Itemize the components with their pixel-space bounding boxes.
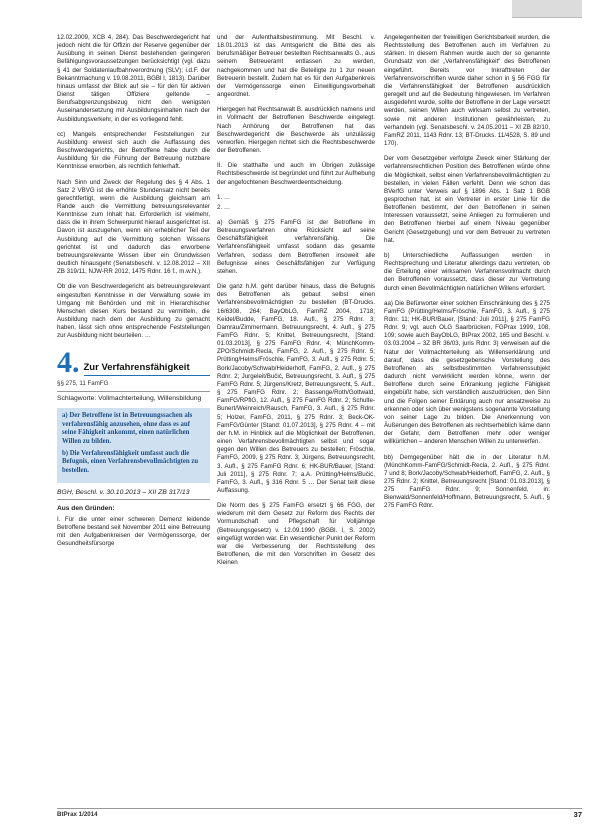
headnote-box — [57, 408, 210, 483]
section-heading — [57, 346, 210, 380]
subheading: Aus den Gründen: — [57, 505, 115, 513]
paragraph: I. Für die unter einer schweren Demenz leidende Betroffene bestand seit November 2011 eine Betreuung mit den Aufgabenkreisen der Vermögenssorge, der Gesundheitsfürsorge — [57, 515, 210, 548]
section-reference: §§ 275, 11 FamFG — [57, 380, 210, 391]
page-footer — [57, 808, 582, 818]
paragraph: aa) Die Befürworter einer solchen Einschränkung des § 275 FamFG (Prütting/Helms/Fröschle, FamFG, 3. Aufl., § 275 Rdnr. 11; HK-BUR/Bauer, [Stand: Juli 2011], § 275 FamFG Rdnr. 9; vgl. auch OLG Saarbrücken, FGPrax 1999, 108, 109; sowie auch BayObLG, BtPrax 2002, 165 und Beschl. v. 03.03.2004 – 3Z BR 36/03, juris Rdnr. 3) verweisen auf die Natur der Vollmachterteilung als Willenserklärung und darauf, dass die gesetzgeberische Vorstellung des Betroffenen als selbstbestimmten Verfahrenssubjekt dadurch nicht verwirklicht werden könne, wenn der Betroffene durch seine Erkrankung jegliche Fähigkeit eingebüßt habe, sich verständlich auszudrücken, den Sinn und die Folgen seiner Erklärung auch nur ansatzweise zu erkennen oder sich über wenigstens sogenannte Vorstellung von seiner Lage zu bilden. Die Anerkennung von Äußerungen des Betroffenen als rechtserheblich käme dann der Gefahr, dem Betroffenen mehr oder weniger willkürlichen – anderen Menschen Willen zu unterwerfen. — [384, 299, 550, 446]
paragraph: Ob die von Beschwerdegericht als betreuungsrelevant eingestuften Kenntnisse in der Verwaltung sowie im Umgang mit Behörden und mit in Hierarchischer Menschen diesen Kurs bestand zu vermitteln, die Ausbildung nach dem der Ausbildung zu gemacht haben, lässt sich ohne entsprechende Feststellungen zur Ausbildung nicht beurteilen. … — [57, 283, 210, 340]
paragraph: b) Unterschiedliche Auffassungen werden in Rechtsprechung und Literatur allerdings dazu vertreten, ob die Erteilung einer wirksamen Verfahrensvollmacht durch den Betroffenen voraussetzt, dass dieser zur Vertretung durch einen Bevollmächtigten natürlichen Willens erfordert. — [384, 251, 550, 292]
headnote-b: b) Die Verfahrensfähigkeit umfasst auch die Befugnis, einen Verfahrensbevollmächtigten zu bestellen. — [62, 450, 199, 474]
paragraph: 1. … — [217, 193, 231, 201]
paragraph: Der vom Gesetzgeber verfolgte Zweck einer Stärkung der verfahrensrechtlichen Position des Betroffenen würde ohne die Möglichkeit, selbst einen Verfahrensbevollmächtigten zu bestellen, in vielen Fällen verfehlt. Denn wie schon das BVerfG unter Verweis auf § 1896 Abs. 1 Satz 1 BGB gesprochen hat, ist ein Vertreter in erster Linie für die Betroffenen bestimmt, der den Betroffenen in seinen Interessen voraussetzt, seine Anliegen zu formulieren und den Betroffenen hierbei auf einem Niveau gegenüber Gericht (Gesetzgebung) und vor dem Betreuer zu vertreten hat. — [384, 155, 550, 244]
column-1 — [57, 34, 210, 550]
paragraph: 12.02.2009, XCB 4, 284). Das Beschwerdegericht hat jedoch nicht die für Offizin der Reserve gegenüber der Ausübung in seinen Dienst bestehenden geringeren Befähigungsvoraussetzungen berücksichtigt (vgl. dazu § 41 der Soldatenlaufbahnverordnung (SLV); i.d.F. der Bekanntmachung v. 19.08.2011, BGBl I, 1813). Darüber hinaus umfasst der Blick auf sie – für den für aktiven Dienst tätigen Offiziere geltende – Berufsabgrenzungsbezug nicht den wenigsten Auseinandersetzung mit Ausbildungsinhalten nach der Ausbildungsverkehr, in der es vorliegend fehlt. — [57, 34, 210, 123]
paragraph: a) Gemäß § 275 FamFG ist der Betroffene im Betreuungsverfahren ohne Rücksicht auf seine Geschäftsfähigkeit verfahrensfähig. Die Verfahrensfähigkeit umfasst sodann das gesamte Verfahren, sodass dem Betroffenen insoweit alle Befugnisse eines Geschäftsfähigen zur Verfügung stehen. — [217, 218, 375, 275]
paragraph: cc) Mangels entsprechender Feststellungen zur Ausbildung erweist sich auch die Auffassung des Beschwerdegerichts, der Betroffene habe durch die Ausbildung für die Führung der Betreuung nutzbare Kenntnisse erworben, als rechtlich fehlerhaft. — [57, 130, 210, 171]
paragraph: Nach Sinn und Zweck der Regelung des § 4 Abs. 1 Satz 2 VBVG ist die erhöhte Stundensatz nicht bereits gerechtfertigt, wenn die Ausbildung gleichsam am Rande auch die Vermittlung betreuungsrelevanter Kenntnisse zum Inhalt hat. Erforderlich ist vielmehr, dass die in ihrem Schwerpunkt hierauf ausgerichtet ist. Davon ist auszugehen, wenn ein erheblicher Teil der Ausbildung auf die Vermittlung solchen Wissens gerichtet ist und dadurch das erworbene betreuungsrelevante Wissen über ein Grundwissen deutlich hinausgeht (Senatsbeschl. v. 12.08.2012 – XII ZB 319/11, NJW-RR 2012, 1475 Rdnr. 16 f., m.w.N.). — [57, 178, 210, 276]
header-box — [512, 0, 582, 18]
paragraph: Hiergegen hat Rechtsanwalt B. ausdrücklich namens und in Vollmacht der Betroffenen Beschwerde eingelegt. Nach Anhörung der Betroffenen hat das Beschwerdegericht die Beschwerde als unzulässig verworfen. Hiergegen richtet sich die Rechtsbeschwerde der Betroffenen. — [217, 106, 375, 155]
paragraph: und der Aufenthaltsbestimmung. Mit Beschl. v. 18.01.2013 ist das Amtsgericht die Bitte des als berufsmäßiger Betreuer bestellten Rechtsanwalts G., aus seinem Betreueramt entlassen zu werden, nachgekommen und hat die Beteiligte zu 1 zur neuen Betreuerin bestellt. Zudem hat es für den Aufgabenkreis der Vermögenssorge einen Einwilligungsvorbehalt angeordnet. — [217, 34, 375, 99]
paragraph: Die ganz h.M. geht darüber hinaus, dass die Befugnis des Betroffenen als gebaut selbst einen Verfahrensbevollmächtigten zu bestellen (BT-Drucks. 16/6308, 264; BayObLG, FamRZ 2004, 1718; Keidel/Budde, FamFG, 18. Aufl., § 275 Rdnr. 3; Damrau/Zimmermann, Betreuungsrecht, 4. Aufl., § 275 FamFG Rdnr. 5; Knittel, Betreuungsrecht, [Stand: 01.03.2013], § 275 FamFG Rdnr. 4; MünchKomm-ZPO/Schmidt-Recla, FamFG, 2. Aufl., § 275 Rdnr. 5; Prütting/Helms/Fröschle, FamFG, 3. Aufl., § 275 Rdnr. 5; Bork/Jacoby/Schwab/Heiderhoff, FamFG, 2. Aufl., § 275 Rdnr. 2; Jurgeleit/Bučić, Betreuungsrecht, 3. Aufl., § 275 FamFG Rdnr. 5; Jürgens/Kretz, Betreuungsrecht, 5. Aufl., § 275 FamFG Rdnr. 2; Bassenge/Roth/Gottwald, FamFG/RPflG, 12. Aufl., § 275 FamFG Rdnr. 2; Schulte-Bunert/Weinreich/Rausch, FamFG, 3. Aufl., § 275 Rdnr. 5; Holzer, FamFG, 2011, § 275 Rdnr. 3; Beck-OK-FamFG/Günter [Stand: 01.07.2013], § 275 Rdnr. 4 – mit der h.M. in Hinblick auf die Möglichkeit der Betroffenen, einen Verfahrensbevollmächtigten selbst und sogar gegen den Willen des Betreuers zu bestellen; Fröschle, FamFG, 2009, § 275 Rdnr. 3; Jürgens, Betreuungsrecht, 3. Aufl., § 275 FamFG Rdnr. 6; HK-BUR/Bauer, [Stand: Juli 2011], § 275 Rdnr. 7; a.A. Prütting/Helms/Bučić, FamFG, 3. Aufl., § 316 Rdnr. 5 … Der Senat teilt diese Auffassung. — [217, 283, 375, 494]
section-title: Zur Verfahrensfähigkeit — [84, 362, 211, 376]
court-citation: BGH, Beschl. v. 30.10.2013 – XII ZB 317/13 — [57, 489, 210, 500]
column-3 — [384, 34, 550, 518]
paragraph: Die Norm des § 275 FamFG ersetzt § 66 FGG, der wiederum mit dem Gesetz zur Reform des Rechts der Vormundschaft und Pflegschaft für Volljährige (Betreuungsgesetz) v. 12.09.1990 (BGBl. I, S. 2002) eingefügt worden war. Ein wesentlicher Punkt der Reform war die Verbesserung der Rechtsstellung des Betroffenen, die mit den Vorschriften im Gesetz des Kleinen — [217, 502, 375, 567]
page-number: 37 — [573, 810, 582, 819]
paragraph: bb) Demgegenüber hält die in der Literatur h.M. (MünchKomm-FamFG/Schmidt-Recla, 2. Aufl., § 275 Rdnr. 7 und 8; Bork/Jacoby/Schwab/Heiderhoff, FamFG, 2. Aufl., § 275 Rdnr. 2; Knittel, Betreuungsrecht [Stand: 01.03.2013], § 275 FamFG Rdnr. 9; Sonnenfeld, in: Bienwald/Sonnenfeld/Hoffmann, Betreuungsrecht, 5. Aufl., § 275 FamFG Rdnr. — [384, 453, 550, 510]
paragraph: 2. … — [217, 203, 231, 211]
journal-issue: BtPrax 1/2014 — [57, 811, 98, 818]
headnote-a: a) Der Betroffene ist in Betreuungssachen als verfahrensfähig anzusehen, ohne dass es auf seine Fähigkeit ankommt, einen natürlichen Willen zu bilden. — [62, 412, 193, 445]
keywords: Schlagworte: Vollmachterteilung, Willensbildung — [57, 394, 202, 402]
section-number: 4. — [57, 346, 80, 380]
paragraph: II. Die statthafte und auch im Übrigen zulässige Rechtsbeschwerde ist begründet und führt zur Aufhebung der angefochtenen Beschwerdeentscheidung. — [217, 162, 375, 186]
paragraph: Angelegenheiten der freiwilligen Gerichtsbarkeit wurden, die Rechtsstellung des Betroffenen auch im Verfahren zu stärken. In diesem Rahmen wurde auch der so genannte Grundsatz von der „Verfahrensfähigkeit“ des Betroffenen eingeführt. Bereits vor Inkrafttreten der Verfahrensvorschriften wurde daher schon in § 56 FGG für die Verfahrensfähigkeit der Betroffenen ausdrücklich geregelt und auf die Bedeutung hingewiesen. Im Verfahren ausgedehnt wurde, sollte der Betroffene in der Lage versetzt werden, seinen Willen auch wirksam selbst zu vertreten, sowie mit anderen Institutionen gewährleisten, zu verhandeln (vgl. Senatsbeschl. v. 24.05.2011 – XI ZB 82/10, FamRZ 2011, 1143 Rdnr. 13; BT-Drucks. 11/4528, S. 89 und 170). — [384, 34, 550, 148]
column-2 — [217, 34, 375, 574]
